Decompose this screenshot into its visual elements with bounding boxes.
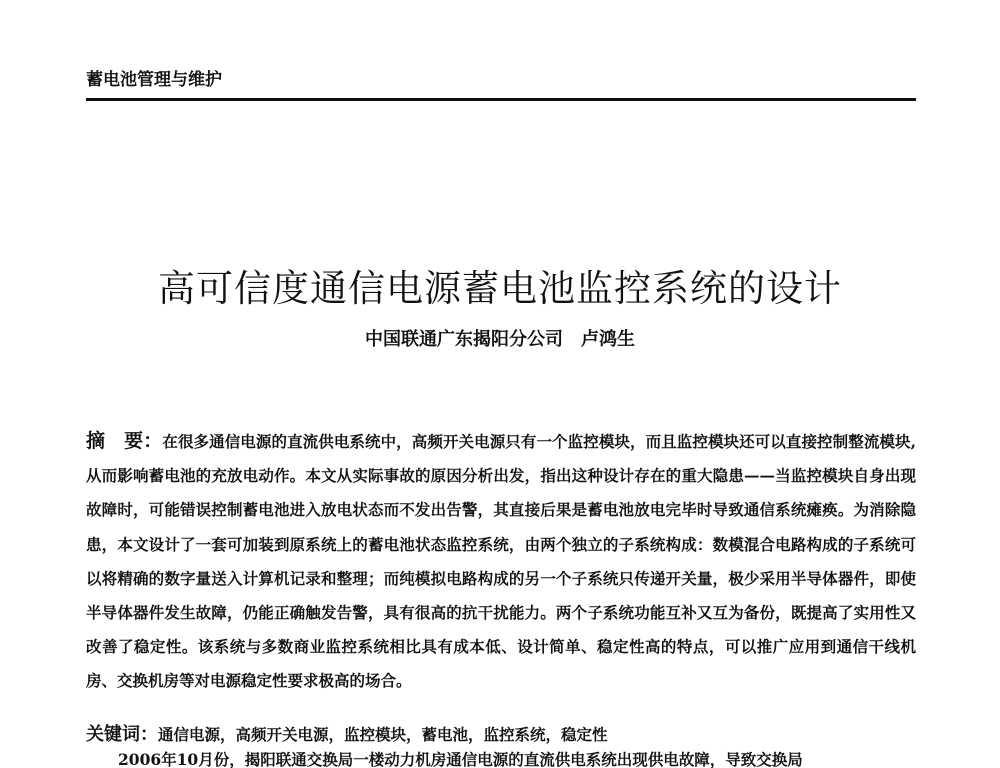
header-divider — [86, 98, 916, 101]
body-first-line: 2006年10月份，揭阳联通交换局一楼动力机房通信电源的直流供电系统出现供电故障，导致交换局 — [118, 750, 803, 768]
author-name: 卢鸿生 — [581, 329, 635, 350]
keywords-label: 关键词： — [86, 724, 158, 745]
keywords-text: 通信电源，高频开关电源，监控模块，蓄电池，监控系统，稳定性 — [158, 725, 608, 744]
abstract-text: 在很多通信电源的直流供电系统中，高频开关电源只有一个监控模块，而且监控模块还可以直接控制整流模块,从而影响蓄电池的充放电动作。本文从实际事故的原因分析出发，指出这种设计存在的重大隐患——当监控模块自身出现故障时，可能错误控制蓄电池进入放电状态而不发出告警，其直接后果是蓄电池放电完毕时导致通信系统瘫痪。为消除隐患，本文设计了一套可加装到原系统上的蓄电池状态监控系统，由两个独立的子系统构成：数模混合电路构成的子系统可以将精确的数字量送入计算机记录和整理；而纯模拟电路构成的另一个子系统只传递开关量，极少采用半导体器件，即使半导体器件发生故障，仍能正确触发告警，具有很高的抗干扰能力。两个子系统功能互补又互为备份，既提高了实用性又改善了稳定性。该系统与多数商业监控系统相比具有成本低、设计简单、稳定性高的特点，可以推广应用到通信干线机房、交换机房等对电源稳定性要求极高的场合。 — [86, 432, 916, 691]
section-header-label: 蓄电池管理与维护 — [86, 70, 222, 90]
byline — [0, 325, 1000, 351]
keywords-line — [86, 720, 916, 746]
author-affiliation: 中国联通广东揭阳分公司 — [365, 329, 563, 350]
abstract-label: 摘 要： — [86, 430, 163, 452]
abstract-block — [86, 424, 916, 699]
article-title: 高可信度通信电源蓄电池监控系统的设计 — [158, 267, 842, 310]
